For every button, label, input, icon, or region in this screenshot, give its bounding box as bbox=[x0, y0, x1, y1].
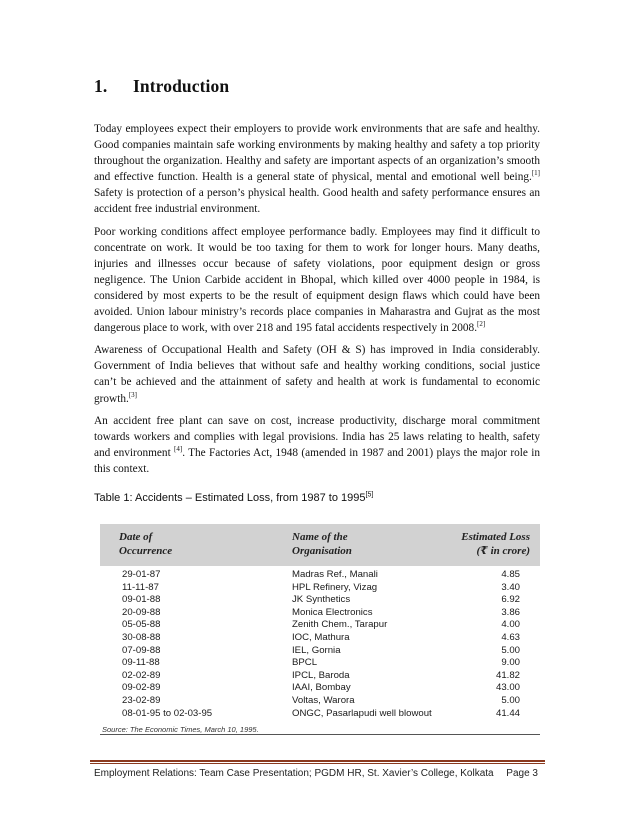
table-bottom-rule bbox=[100, 734, 540, 735]
cell-organisation: IOC, Mathura bbox=[292, 631, 350, 643]
paragraph-1-text-a: Today employees expect their employers to provide work environments that are safe and healthy. Good companies maintain safe working environments by making healthy and safety a top priority throughout the organization. Healthy and safety are important aspects of an organization’s smooth and effective function. Health is a general state of physical, mental and emotional well being. bbox=[94, 123, 540, 184]
table-row bbox=[100, 695, 540, 708]
table-row bbox=[100, 670, 540, 683]
paragraph-2 bbox=[94, 224, 540, 337]
cell-organisation: JK Synthetics bbox=[292, 594, 351, 606]
cell-loss: 43.00 bbox=[495, 682, 520, 694]
cell-loss: 5.00 bbox=[501, 644, 520, 656]
section-heading bbox=[94, 76, 229, 97]
cell-loss: 41.82 bbox=[495, 669, 520, 681]
table-header bbox=[100, 524, 540, 566]
header-date bbox=[119, 531, 172, 558]
section-number: 1. bbox=[94, 76, 108, 96]
table-caption-text: Table 1: Accidents – Estimated Loss, from 1987 to 1995 bbox=[94, 492, 366, 504]
section-title: Introduction bbox=[133, 76, 230, 96]
table-row bbox=[100, 632, 540, 645]
table-row bbox=[100, 569, 540, 582]
cell-organisation: IAAI, Bombay bbox=[292, 682, 351, 694]
table-body bbox=[100, 569, 540, 720]
cell-date: 29-01-87 bbox=[122, 569, 161, 580]
cell-loss: 41.44 bbox=[495, 707, 520, 719]
cell-organisation: Monica Electronics bbox=[292, 606, 373, 618]
table-row bbox=[100, 645, 540, 658]
cell-date: 20-09-88 bbox=[122, 606, 161, 618]
cell-loss: 6.92 bbox=[501, 594, 520, 606]
cell-loss: 4.00 bbox=[501, 619, 520, 631]
cell-organisation: IEL, Gornia bbox=[292, 644, 341, 656]
cell-date: 23-02-89 bbox=[122, 694, 161, 706]
citation-4: [4] bbox=[174, 445, 183, 454]
table-row bbox=[100, 594, 540, 607]
header-date-line2: Occurrence bbox=[119, 544, 173, 557]
paragraph-4-text-b: . The Factories Act, 1948 (amended in 1987 and 2001) plays the major role in this context. bbox=[94, 446, 541, 475]
paragraph-4 bbox=[94, 413, 540, 477]
cell-date: 05-05-88 bbox=[122, 619, 161, 631]
paragraph-1-text-b: Safety is protection of a person’s physical health. Good health and safety performance ensures an accident free industrial environment. bbox=[94, 187, 540, 216]
cell-date: 08-01-95 to 02-03-95 bbox=[122, 707, 213, 719]
header-estimated-loss bbox=[461, 531, 530, 558]
cell-date: 09-11-88 bbox=[122, 657, 160, 669]
introduction-body bbox=[94, 121, 540, 483]
header-org-line1: Name of the bbox=[292, 531, 348, 543]
header-loss-line1: Estimated Loss bbox=[461, 531, 530, 543]
table-row bbox=[100, 619, 540, 632]
cell-loss: 9.00 bbox=[501, 657, 520, 669]
footer-text: Employment Relations: Team Case Presentation; PGDM HR, St. Xavier’s College, Kolkata bbox=[94, 768, 494, 779]
cell-date: 11-11-87 bbox=[122, 581, 159, 593]
citation-2: [2] bbox=[477, 320, 486, 329]
cell-loss: 3.40 bbox=[501, 581, 520, 593]
cell-date: 30-08-88 bbox=[122, 631, 161, 643]
header-organisation bbox=[292, 531, 352, 558]
cell-organisation: Madras Ref., Manali bbox=[292, 569, 378, 580]
cell-loss: 5.00 bbox=[501, 694, 520, 706]
citation-3: [3] bbox=[128, 390, 138, 399]
cell-loss: 4.63 bbox=[501, 631, 520, 643]
table-source: Source: The Economic Times, March 10, 1995. bbox=[102, 725, 259, 734]
header-org-line2: Organisation bbox=[292, 544, 352, 557]
accidents-table bbox=[96, 520, 544, 742]
table-row bbox=[100, 682, 540, 695]
cell-organisation: BPCL bbox=[292, 657, 318, 669]
paragraph-4-text-a: An accident free plant can save on cost, increase productivity, discharge moral commitment towards workers and complies with legal provisions. India has 25 laws relating to health, safety and environment bbox=[94, 414, 540, 459]
cell-date: 07-09-88 bbox=[122, 644, 161, 656]
table-row bbox=[100, 582, 540, 595]
paragraph-2-text: Poor working conditions affect employee performance badly. Employees may find it difficult to concentrate on work. It would be too taxing for them to work for longer hours. Many deaths, injuries and illnesses occur because of safety violations, poor equipment design or gross negligence. The Union Carbide accident in Bhopal, which killed over 4000 people in 1984, is considered by most experts to be the result of equipment design flaws which could have been avoided. Union labour ministry’s records place companies in Maharastra and Gujrat as the most dangerous place to work, with over 218 and 195 fatal accidents respectively in 2008. bbox=[94, 225, 540, 335]
header-date-line1: Date of bbox=[119, 531, 153, 543]
citation-5: [5] bbox=[365, 491, 374, 499]
paragraph-3 bbox=[94, 342, 540, 406]
cell-loss: 4.85 bbox=[501, 569, 520, 580]
footer-divider-thin bbox=[90, 763, 545, 764]
cell-organisation: Zenith Chem., Tarapur bbox=[292, 619, 388, 631]
cell-date: 02-02-89 bbox=[122, 669, 161, 681]
header-loss-line2: (₹ in crore) bbox=[476, 544, 530, 557]
paragraph-1 bbox=[94, 121, 540, 218]
table-row bbox=[100, 607, 540, 620]
citation-1: [1] bbox=[531, 169, 540, 178]
cell-organisation: Voltas, Warora bbox=[292, 694, 355, 706]
page-number: Page 3 bbox=[506, 768, 538, 779]
cell-organisation: HPL Refinery, Vizag bbox=[292, 581, 378, 593]
footer-divider bbox=[90, 760, 545, 762]
table-row bbox=[100, 708, 540, 721]
paragraph-3-text: Awareness of Occupational Health and Safety (OH & S) has improved in India considerably. Government of India believes that without safe and healthy working conditions, social justice can’t be achieved and the attainment of safety and health at work is fundamental to economic growth. bbox=[94, 344, 540, 405]
cell-date: 09-02-89 bbox=[122, 682, 161, 694]
table-caption bbox=[94, 492, 373, 504]
cell-organisation: ONGC, Pasarlapudi well blowout bbox=[292, 707, 432, 719]
cell-date: 09-01-88 bbox=[122, 594, 161, 606]
cell-loss: 3.86 bbox=[501, 606, 520, 618]
table-row bbox=[100, 657, 540, 670]
cell-organisation: IPCL, Baroda bbox=[292, 669, 350, 681]
